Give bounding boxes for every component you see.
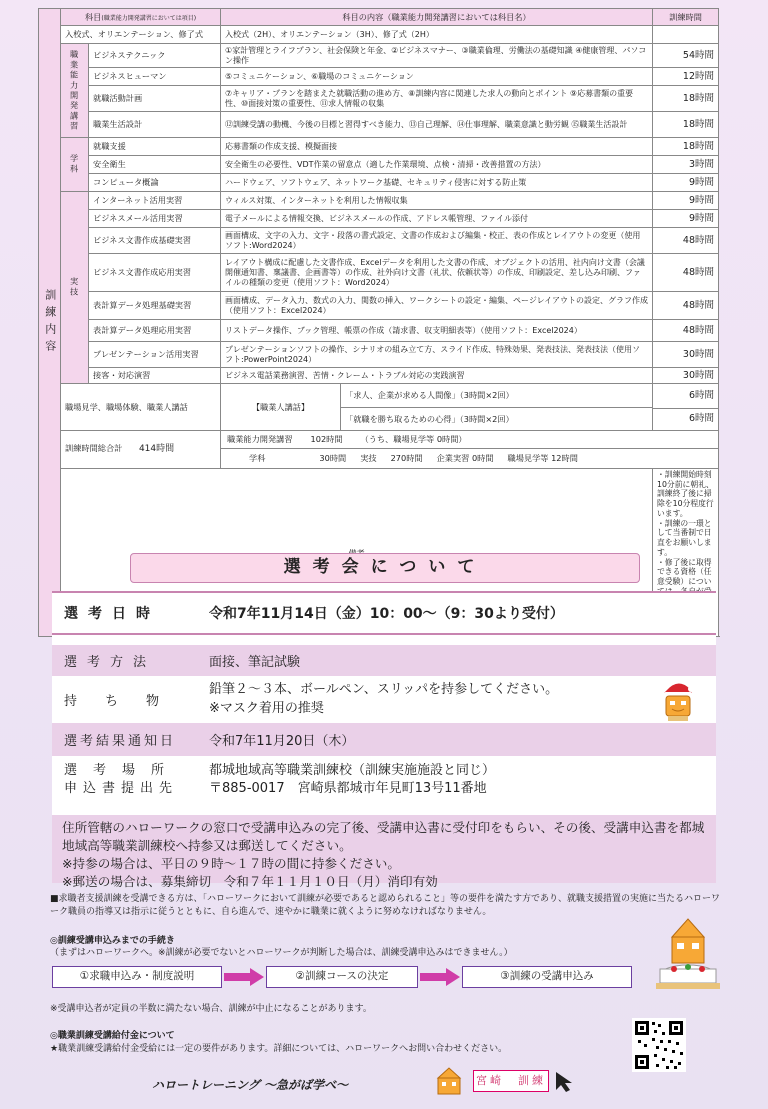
hours-header: 訓練時間 (653, 9, 719, 26)
section-label: 訓練内容 (43, 288, 57, 357)
pointer-arrow-icon (554, 1070, 582, 1094)
flow-arrow-icon (420, 968, 460, 986)
table-row-content: ハードウェア、ソフトウェア、ネットワーク基礎、セキュリティ侵害に対する防止策 (221, 174, 653, 192)
flow-arrow-icon (224, 968, 264, 986)
subject-header-note: (職業能力開発講習においては項目) (101, 14, 197, 22)
breakdown-bottom: 職場見学等 12時間 (507, 453, 578, 464)
table-row-subject: インターネット活用実習 (89, 192, 221, 210)
table-row-subject: 就職支援 (89, 138, 221, 156)
selection-items-mask: ※マスク着用の推奨 (209, 700, 324, 716)
table-row-hours: 18時間 (653, 112, 719, 138)
footer-brand: 宮崎 訓練 (473, 1070, 549, 1092)
santa-mascot-icon (658, 677, 698, 723)
total-label: 訓練時間総合計 (65, 443, 123, 454)
group-academic-label: 学科 (69, 154, 80, 175)
table-row-content: 安全衛生の必要性、VDT作業の留意点（適した作業環境、点検・清掃・改善措置の方法） (221, 156, 653, 174)
breakdown-top: （うち、職場見学等 0時間） (360, 434, 467, 445)
breakdown-bottom: 30時間 (319, 453, 347, 464)
table-row-hours: 48時間 (653, 254, 719, 292)
table-row-hours: 30時間 (653, 368, 719, 384)
subject-header-label: 科目 (84, 11, 102, 22)
table-row-hours: 3時間 (653, 156, 719, 174)
selection-method-label: 選考方法 (64, 655, 157, 670)
table-row-content: ①家計管理とライフプラン、社会保険と年金、②ビジネスマナー、③職業倫理、労働法の基礎知識 ④健康管理、パソコン操作 (221, 44, 653, 68)
selection-guide (52, 815, 716, 889)
guide-line: 住所管轄のハローワークの窓口で受講申込みの完了後、受講申込書に受付印をもらい、その後、受講申込書を都城地域高等職業訓練校へ持参又は郵送してください。 (62, 820, 705, 853)
group-practical-label: 実技 (69, 277, 80, 298)
lecture-subject: 職場見学、職場体験、職業人講話 (61, 384, 221, 431)
table-row-subject: 安全衛生 (89, 156, 221, 174)
table-row-hours: 48時間 (653, 228, 719, 254)
total-hours: 414時間 (138, 444, 175, 455)
table-row-content: ⑤コミュニケーション、⑥職場のコミュニケーション (221, 68, 653, 86)
table-row-content: ⑦キャリア・プランを踏まえた就職活動の進め方、⑧訓練内容に関連した求人の動向とポイント ⑨応募書類の重要性、⑩面接対策の重要性、⑪求人情報の収集 (221, 86, 653, 112)
table-row-subject: 就職活動計画 (89, 86, 221, 112)
guide-line: ※持参の場合は、平日の９時～１７時の間に持参ください。 (62, 855, 400, 871)
group-vocational-label: 職業能力開発講習 (69, 49, 80, 132)
table-row-content: ⑫訓練受講の動機、今後の目標と習得すべき能力、⑬自己理解、⑭仕事理解、職業意識と動労観 ⑮職業生活設計 (221, 112, 653, 138)
selection-result-row (52, 723, 716, 756)
table-row-hours: 30時間 (653, 342, 719, 368)
lecture-content (221, 384, 653, 431)
selection-date-value: 令和7年11月14日（金）10：00～（9：30より受付） (209, 606, 564, 622)
selection-submit-value: 〒885-0017 宮崎県都城市年見町13号11番地 (209, 781, 487, 797)
lecture-item-title: 「就職を勝ち取るための心得」（3時間×2回） (345, 413, 514, 424)
breakdown-bottom: 270時間 (390, 453, 423, 464)
group-vocational-label-cell (61, 44, 89, 138)
selection-result-value: 令和7年11月20日（木） (209, 734, 355, 749)
selection-method-value: 面接、筆記試験 (209, 655, 301, 670)
table-row-content: 応募書類の作成支援、模擬面接 (221, 138, 653, 156)
selection-items-row (52, 676, 716, 723)
intro-content: 入校式（2H）、オリエンテーション（3H）、修了式（2H） (221, 26, 653, 44)
table-row-hours: 9時間 (653, 210, 719, 228)
lecture-kind: 【職業人講話】 (221, 384, 341, 430)
table-row-content: プレゼンテーションソフトの操作、シナリオの組み立て方、スライド作成、特殊効果、発表技法、発表技法（使用ソフト:PowerPoint2024） (221, 342, 653, 368)
selection-place-label: 選考場所 (64, 763, 181, 778)
table-row-subject: 表計算データ処理応用実習 (89, 320, 221, 342)
table-row-hours: 54時間 (653, 44, 719, 68)
lecture-item-hours: 6時間 (653, 408, 719, 430)
remark-line: ・訓練の一環として当番制で日直をお願いします。 (657, 518, 712, 557)
breakdown-bottom: 実技 (360, 453, 377, 464)
selection-place-value: 都城地域高等職業訓練校（訓練実施施設と同じ） (209, 763, 496, 778)
selection-method-row (52, 645, 716, 676)
lecture-item-hours: 6時間 (653, 384, 719, 409)
table-row-hours: 48時間 (653, 320, 719, 342)
table-row-hours: 48時間 (653, 292, 719, 320)
table-row-content: ビジネス電話業務演習、苦情・クレーム・トラブル対応の実践演習 (221, 368, 653, 384)
table-row-content: 電子メールによる情報交換、ビジネスメールの作成、アドレス帳管理、ファイル添付 (221, 210, 653, 228)
mascot-icon (432, 1066, 466, 1096)
benefit-title: ◎職業訓練受講給付金について (50, 1031, 175, 1041)
table-row-subject: 接客・対応演習 (89, 368, 221, 384)
selection-items-label: 持ち物 (64, 694, 188, 709)
intro-subject: 入校式、オリエンテーション、修了式 (61, 26, 221, 44)
selection-date-row (52, 593, 716, 635)
table-row-subject: ビジネスメール活用実習 (89, 210, 221, 228)
table-row-hours: 18時間 (653, 138, 719, 156)
group-academic-label-cell (61, 138, 89, 192)
table-row-subject: ビジネステクニック (89, 44, 221, 68)
breakdown-top: 102時間 (310, 434, 343, 445)
selection-place-row (52, 758, 716, 805)
selection-title: 選考会について (130, 553, 640, 583)
lecture-item-title: 「求人、企業が求める人間像」（3時間×2回） (341, 384, 652, 408)
table-row-subject: 職業生活設計 (89, 112, 221, 138)
table-row-hours: 9時間 (653, 174, 719, 192)
breakdown-bottom: 学科 (249, 453, 266, 464)
selection-submit-label: 申込書提出先 (64, 781, 179, 797)
remark-line: ・訓練開始時刻10分前に朝礼、訓練終了後に掃除を10分程度行います。 (657, 470, 714, 518)
table-row-subject: ビジネス文書作成基礎実習 (89, 228, 221, 254)
table-row-content: 画面構成、文字の入力、文字・段落の書式設定、文書の作成および編集・校正、表の作成とレイアウトの変更（使用ソフト:Word2024） (221, 228, 653, 254)
table-row-content: レイアウト構成に配慮した文書作成、Excelデータを利用した文書の作成、オブジェクトの活用、社内向け文書（会議開催通知書、稟議書、企画書等）の作成、社外向け文書（礼状、依頼状等）の作成、印刷設定、差し込み印刷、ファイルの種類の変更（使用ソフト：Word2024） (221, 254, 653, 292)
table-row-subject: 表計算データ処理基礎実習 (89, 292, 221, 320)
total-breakdown (221, 431, 719, 469)
selection-date-label: 選考日時 (64, 606, 160, 622)
footer-phrase: ハロートレーニング ～急がば学べ～ (152, 1078, 348, 1092)
table-row-content: ウィルス対策、インターネットを利用した情報収集 (221, 192, 653, 210)
table-row-subject: ビジネス文書作成応用実習 (89, 254, 221, 292)
table-row-subject: コンピュータ概論 (89, 174, 221, 192)
flow-step-1: ①求職申込み・制度説明 (52, 966, 222, 988)
selection-info (52, 591, 716, 889)
table-row-content: リストデータ操作、ブック管理、帳票の作成（請求書、収支明細表等）（使用ソフト：Excel2024） (221, 320, 653, 342)
flow-step-3: ③訓練の受講申込み (462, 966, 632, 988)
total-label-cell (61, 431, 221, 469)
breakdown-bottom: 企業実習 0時間 (436, 453, 494, 464)
content-header: 科目の内容（職業能力開発講習においては科目名） (221, 9, 653, 26)
cake-mascot-icon (652, 913, 724, 995)
remark-line: ・修了後に取得できる資格（任意受験）につい (657, 557, 712, 587)
table-row-hours: 12時間 (653, 68, 719, 86)
table-row-hours: 9時間 (653, 192, 719, 210)
intro-hours (653, 26, 719, 44)
curriculum-table (38, 8, 719, 637)
group-practical-label-cell (61, 192, 89, 384)
procedure-sub: （まずはハローワークへ。※訓練が必要でないとハローワークが判断した場合は、訓練受講申込みはできません。） (50, 948, 513, 958)
table-row-content: 画面構成、データ入力、数式の入力、関数の挿入、ワークシートの設定・編集、ページレイアウトの設定、グラフ作成（使用ソフト：Excel2024） (221, 292, 653, 320)
selection-items-value: 鉛筆２～３本、ボールペン、スリッパを持参してください。 (209, 681, 559, 697)
selection-result-label: 選考結果通知日 (64, 734, 177, 749)
table-row-subject: ビジネスヒューマン (89, 68, 221, 86)
procedure-title: ◎訓練受講申込みまでの手続き (50, 936, 175, 946)
subject-header (61, 9, 221, 26)
qr-code-icon (632, 1018, 686, 1072)
flow-step-2: ②訓練コースの決定 (266, 966, 418, 988)
table-row-subject: プレゼンテーション活用実習 (89, 342, 221, 368)
cancel-note: ※受講申込者が定員の半数に満たない場合、訓練が中止になることがあります。 (50, 1004, 372, 1014)
breakdown-top: 職業能力開発講習 (227, 434, 293, 445)
eligibility-note: ■求職者支援訓練を受講できる方は、「ハローワークにおいて訓練が必要であると認められること」等の要件を満たす方であり、就職支援措置の実施に当たるハローワーク職員の指導又は指示に従うとともに、自ら進んで、速やかに職業に就くように努めなければなりません。 (50, 894, 721, 917)
guide-line: ※郵送の場合は、募集締切 令和７年１１月１０日（月）消印有効 (62, 873, 438, 889)
table-row-hours: 18時間 (653, 86, 719, 112)
section-label-cell (39, 9, 61, 637)
benefit-text: ★職業訓練受講給付金受給には一定の要件があります。詳細については、ハローワークへお問い合わせください。 (50, 1044, 508, 1054)
